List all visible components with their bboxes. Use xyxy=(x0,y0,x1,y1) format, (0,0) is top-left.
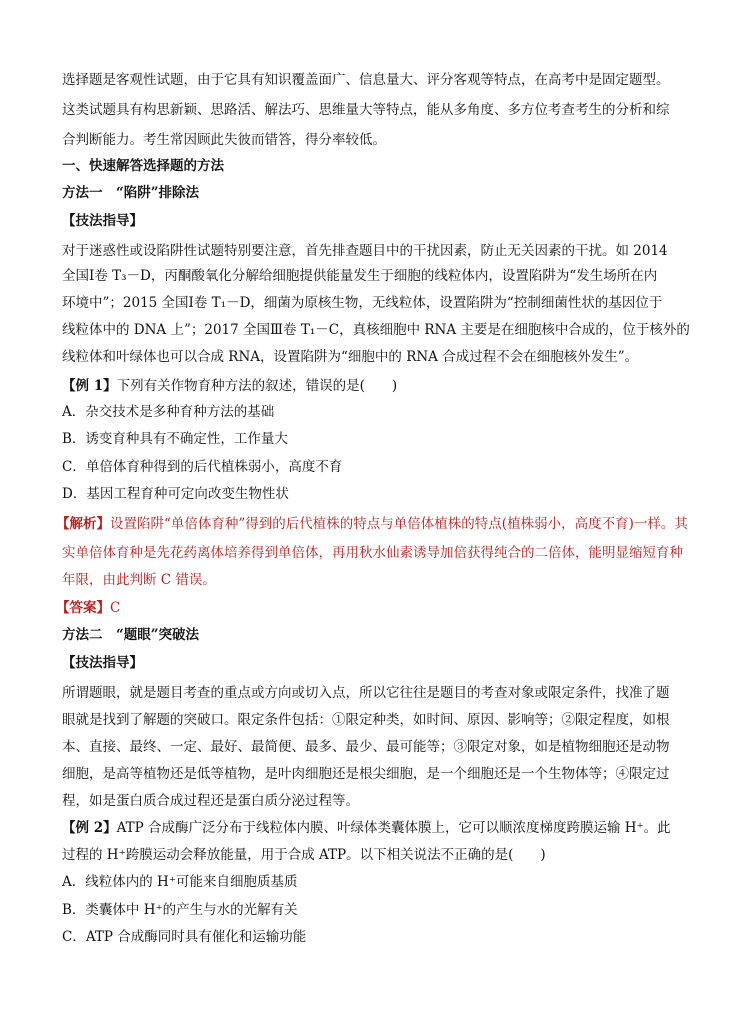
example1-label: 【例 1】 xyxy=(62,378,117,394)
answer-label: 【答案】 xyxy=(56,600,110,616)
method1-guide-line-3: 环境中”；2015 全国Ⅰ卷 T₁－D，细菌为原核生物，无线粒体，设置陷阱为“控制细菌性状的基因位于 xyxy=(62,295,663,311)
intro-line-2: 这类试题具有构思新颖、思路活、解法巧、思维量大等特点，能从多角度、多方位考查考生的分析和综 xyxy=(62,102,670,118)
example1-stem: 下列有关作物育种方法的叙述，错误的是( ) xyxy=(116,378,398,394)
method2-title: 方法二 “题眼”突破法 xyxy=(62,627,200,643)
method2-guide-line-5: 程，如是蛋白质合成过程还是蛋白质分泌过程等。 xyxy=(62,793,359,809)
method2-guide-line-3: 本、直接、最终、一定、最好、最简便、最多、最少、最可能等；③限定对象，如是植物细胞还是动物 xyxy=(62,739,670,755)
intro-line-3: 合判断能力。考生常因顾此失彼而错答，得分率较低。 xyxy=(62,132,386,148)
example1-option-d: D．基因工程育种可定向改变生物性状 xyxy=(62,486,289,502)
example2-text-1: ATP 合成酶广泛分布于线粒体内膜、叶绿体类囊体膜上，它可以顺浓度梯度跨膜运输 H⁺。此 xyxy=(116,820,671,836)
method1-guide-label: 【技法指导】 xyxy=(62,213,143,229)
analysis-line-2: 实单倍体育种是先花药离体培养得到单倍体，再用秋水仙素诱导加倍获得纯合的二倍体，能明显缩短育种 xyxy=(62,545,683,561)
method2-guide-line-1: 所谓题眼，就是题目考查的重点或方向或切入点，所以它往往是题目的考查对象或限定条件，找准了题 xyxy=(62,685,670,701)
method1-guide-line-4: 线粒体中的 DNA 上”；2017 全国Ⅲ卷 T₁－C，真核细胞中 RNA 主要是在细胞核中合成的，位于核外的 xyxy=(62,322,690,338)
method2-guide-label: 【技法指导】 xyxy=(62,655,143,671)
method1-guide-line-2: 全国Ⅰ卷 T₃－D，丙酮酸氧化分解给细胞提供能量发生于细胞的线粒体内，设置陷阱为“发生场所在内 xyxy=(62,268,658,284)
method2-guide-line-4: 细胞，是高等植物还是低等植物，是叶肉细胞还是根尖细胞，是一个细胞还是一个生物体等；④限定过 xyxy=(62,766,670,782)
example2-option-a: A．线粒体内的 H⁺可能来自细胞质基质 xyxy=(62,874,298,890)
analysis-label: 【解析】 xyxy=(56,516,110,532)
example2-line-2: 过程的 H⁺跨膜运动会释放能量，用于合成 ATP。以下相关说法不正确的是( ) xyxy=(62,847,546,863)
example1 xyxy=(62,377,702,395)
example2-option-b: B．类囊体中 H⁺的产生与水的光解有关 xyxy=(62,902,298,918)
method1-guide-line-5: 线粒体和叶绿体也可以合成 RNA，设置陷阱为“细胞中的 RNA 合成过程不会在细胞核外发生”。 xyxy=(62,349,639,365)
example2-line-1 xyxy=(62,819,702,837)
method2-guide-line-2: 眼就是找到了解题的突破口。限定条件包括：①限定种类，如时间、原因、影响等；②限定程度，如根 xyxy=(62,712,670,728)
analysis-line-3: 年限，由此判断 C 错误。 xyxy=(62,572,216,588)
intro-line-1: 选择题是客观性试题，由于它具有知识覆盖面广、信息量大、评分客观等特点，在高考中是固定题型。 xyxy=(62,72,670,88)
analysis-line-1 xyxy=(56,515,716,533)
method1-guide-line-1: 对于迷惑性或设陷阱性试题特别要注意，首先排查题目中的干扰因素，防止无关因素的干扰。如 2014 xyxy=(62,243,668,259)
example1-option-b: B．诱变育种具有不确定性，工作量大 xyxy=(62,431,288,447)
example1-option-a: A．杂交技术是多种育种方法的基础 xyxy=(62,404,275,420)
example1-option-c: C．单倍体育种得到的后代植株弱小，高度不育 xyxy=(62,459,343,475)
answer-line xyxy=(56,599,696,617)
answer-value: C xyxy=(110,600,121,616)
method1-title: 方法一 “陷阱”排除法 xyxy=(62,185,200,201)
example2-option-c: C．ATP 合成酶同时具有催化和运输功能 xyxy=(62,929,307,945)
section-title: 一、快速解答选择题的方法 xyxy=(62,158,224,174)
analysis-text-1: 设置陷阱“单倍体育种”得到的后代植株的特点与单倍体植株的特点(植株弱小，高度不育)一样。其 xyxy=(110,516,688,532)
example2-label: 【例 2】 xyxy=(62,820,117,836)
